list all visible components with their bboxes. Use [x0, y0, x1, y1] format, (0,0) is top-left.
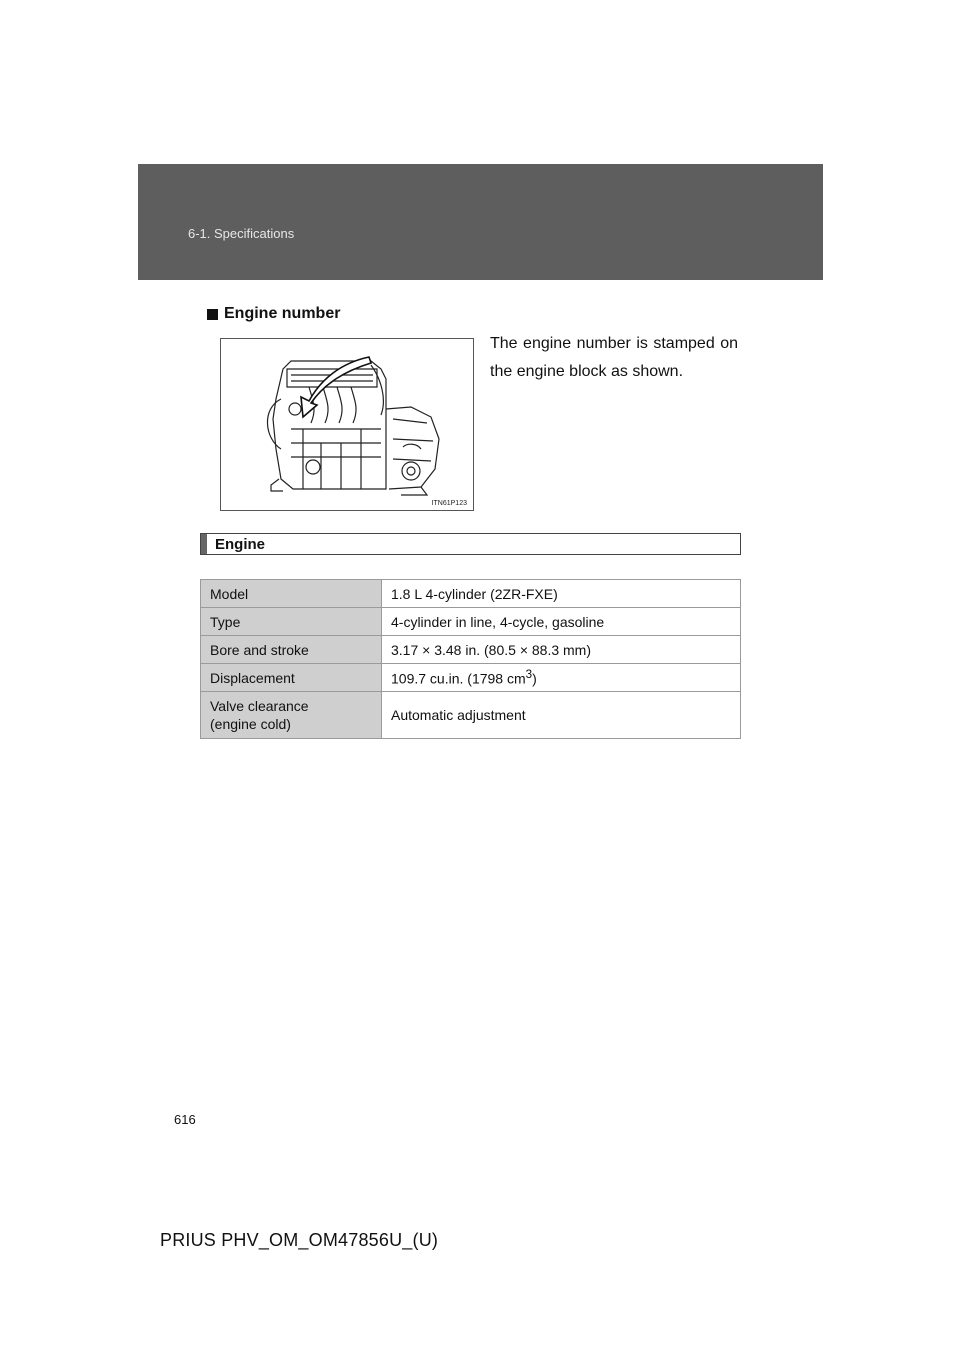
- engine-illustration: [220, 338, 474, 511]
- spec-key: Displacement: [201, 664, 382, 692]
- engine-section-title-bar: [200, 533, 741, 555]
- superscript-3: 3: [525, 668, 533, 682]
- spec-key-line1: Valve clearance: [210, 698, 309, 714]
- engine-spec-table: [200, 579, 741, 739]
- header-band: [138, 164, 823, 280]
- section-label: 6-1. Specifications: [188, 226, 295, 241]
- square-bullet-icon: [207, 309, 218, 320]
- table-row: [201, 664, 741, 692]
- spec-value: 4-cylinder in line, 4-cycle, gasoline: [382, 608, 741, 636]
- table-row: [201, 636, 741, 664]
- table-row: [201, 692, 741, 739]
- displacement-value: 109.7 cu.in. (1798 cm: [391, 670, 526, 687]
- figure-code: ITN61P123: [431, 500, 467, 507]
- spec-value: 3.17 × 3.48 in. (80.5 × 88.3 mm): [382, 636, 741, 664]
- page-number: 616: [174, 1112, 196, 1127]
- engine-section-title: Engine: [215, 536, 266, 553]
- spec-value: [382, 664, 741, 692]
- table-row: [201, 608, 741, 636]
- section-marker: [201, 534, 207, 554]
- spec-value: Automatic adjustment: [382, 692, 741, 739]
- engine-block-drawing: [221, 339, 473, 510]
- spec-key: [201, 692, 382, 739]
- engine-number-heading-text: Engine number: [224, 305, 341, 322]
- spec-key: Type: [201, 608, 382, 636]
- spec-key: Model: [201, 580, 382, 608]
- spec-value: 1.8 L 4-cylinder (2ZR-FXE): [382, 580, 741, 608]
- spec-key: Bore and stroke: [201, 636, 382, 664]
- engine-number-heading: [207, 305, 340, 323]
- document-code: PRIUS PHV_OM_OM47856U_(U): [160, 1230, 439, 1250]
- engine-number-description: The engine number is stamped on the engine block as shown.: [490, 335, 738, 380]
- spec-key-line2: (engine cold): [210, 716, 291, 732]
- table-row: [201, 580, 741, 608]
- displacement-close: ): [532, 670, 537, 687]
